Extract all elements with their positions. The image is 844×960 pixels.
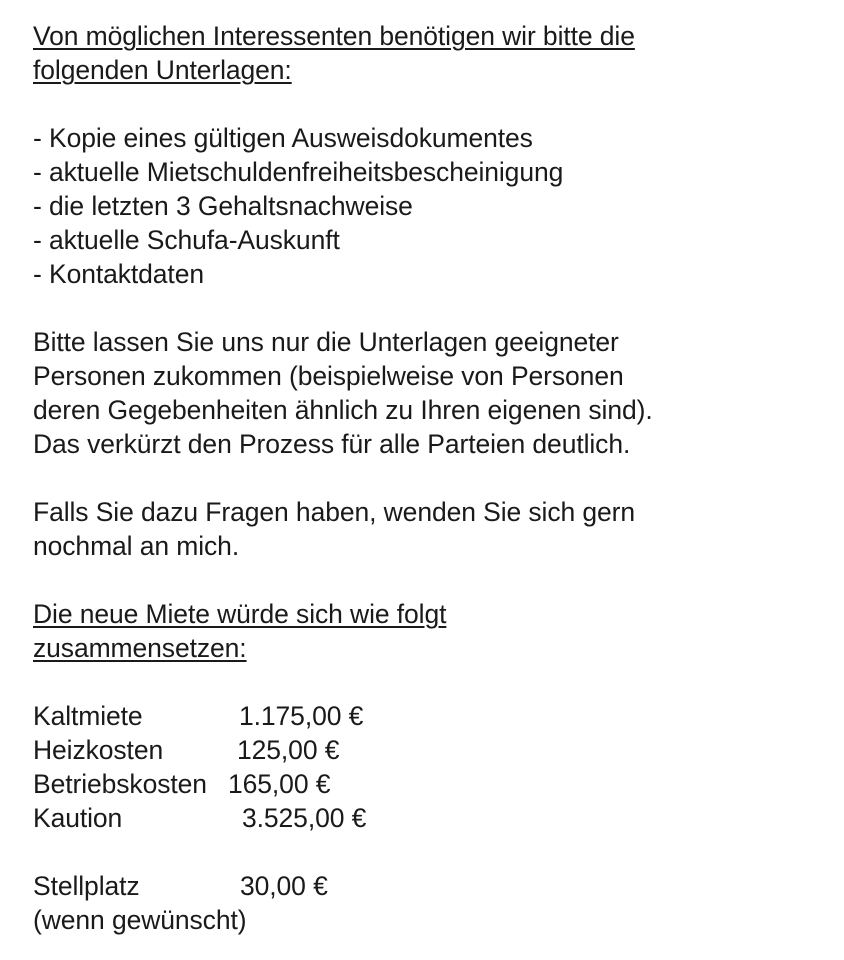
paragraph-line: Personen zukommen (beispielweise von Personen xyxy=(33,361,624,391)
paragraph-line: Falls Sie dazu Fragen haben, wenden Sie sich gern xyxy=(33,497,636,527)
cost-amount: 30,00 € xyxy=(240,871,328,901)
spacer xyxy=(33,563,823,597)
spacer xyxy=(33,291,823,325)
cost-row-heizkosten xyxy=(33,733,823,767)
paragraph-line: deren Gegebenheiten ähnlich zu Ihren eigenen sind). xyxy=(33,395,653,425)
spacer xyxy=(33,835,823,869)
documents-list xyxy=(33,121,823,291)
spacer xyxy=(33,87,823,121)
cost-label: Kaltmiete xyxy=(33,701,143,731)
cost-label: Heizkosten xyxy=(33,735,164,765)
cost-amount: 125,00 € xyxy=(237,735,340,765)
heading-documents-line-2: folgenden Unterlagen: xyxy=(33,55,292,85)
cost-label: Stellplatz xyxy=(33,871,140,901)
paragraph-questions xyxy=(33,495,823,563)
cost-table xyxy=(33,699,823,835)
heading-documents-line-1: Von möglichen Interessenten benötigen wir bitte die xyxy=(33,21,635,51)
cost-row-kaltmiete xyxy=(33,699,823,733)
paragraph-line: Bitte lassen Sie uns nur die Unterlagen geeigneter xyxy=(33,327,619,357)
list-item: - Kopie eines gültigen Ausweisdokumentes xyxy=(33,123,533,153)
cost-label: Betriebskosten xyxy=(33,769,207,799)
document-text xyxy=(33,19,823,937)
cost-amount: 3.525,00 € xyxy=(242,803,367,833)
heading-rent-line-1: Die neue Miete würde sich wie folgt xyxy=(33,599,447,629)
paragraph-suitable-persons xyxy=(33,325,823,461)
cost-row-stellplatz xyxy=(33,869,823,903)
list-item: - aktuelle Mietschuldenfreiheitsbescheinigung xyxy=(33,157,564,187)
cost-label: Kaution xyxy=(33,803,123,833)
cost-amount: 1.175,00 € xyxy=(239,701,364,731)
parking-section xyxy=(33,869,823,937)
heading-rent-line-2: zusammensetzen: xyxy=(33,633,247,663)
list-item: - aktuelle Schufa-Auskunft xyxy=(33,225,340,255)
cost-amount: 165,00 € xyxy=(228,769,331,799)
paragraph-line: nochmal an mich. xyxy=(33,531,240,561)
spacer xyxy=(33,461,823,495)
list-item: - Kontaktdaten xyxy=(33,259,204,289)
parking-note: (wenn gewünscht) xyxy=(33,905,247,935)
cost-row-kaution xyxy=(33,801,823,835)
cost-row-betriebskosten xyxy=(33,767,823,801)
spacer xyxy=(33,665,823,699)
paragraph-line: Das verkürzt den Prozess für alle Parteien deutlich. xyxy=(33,429,631,459)
list-item: - die letzten 3 Gehaltsnachweise xyxy=(33,191,413,221)
